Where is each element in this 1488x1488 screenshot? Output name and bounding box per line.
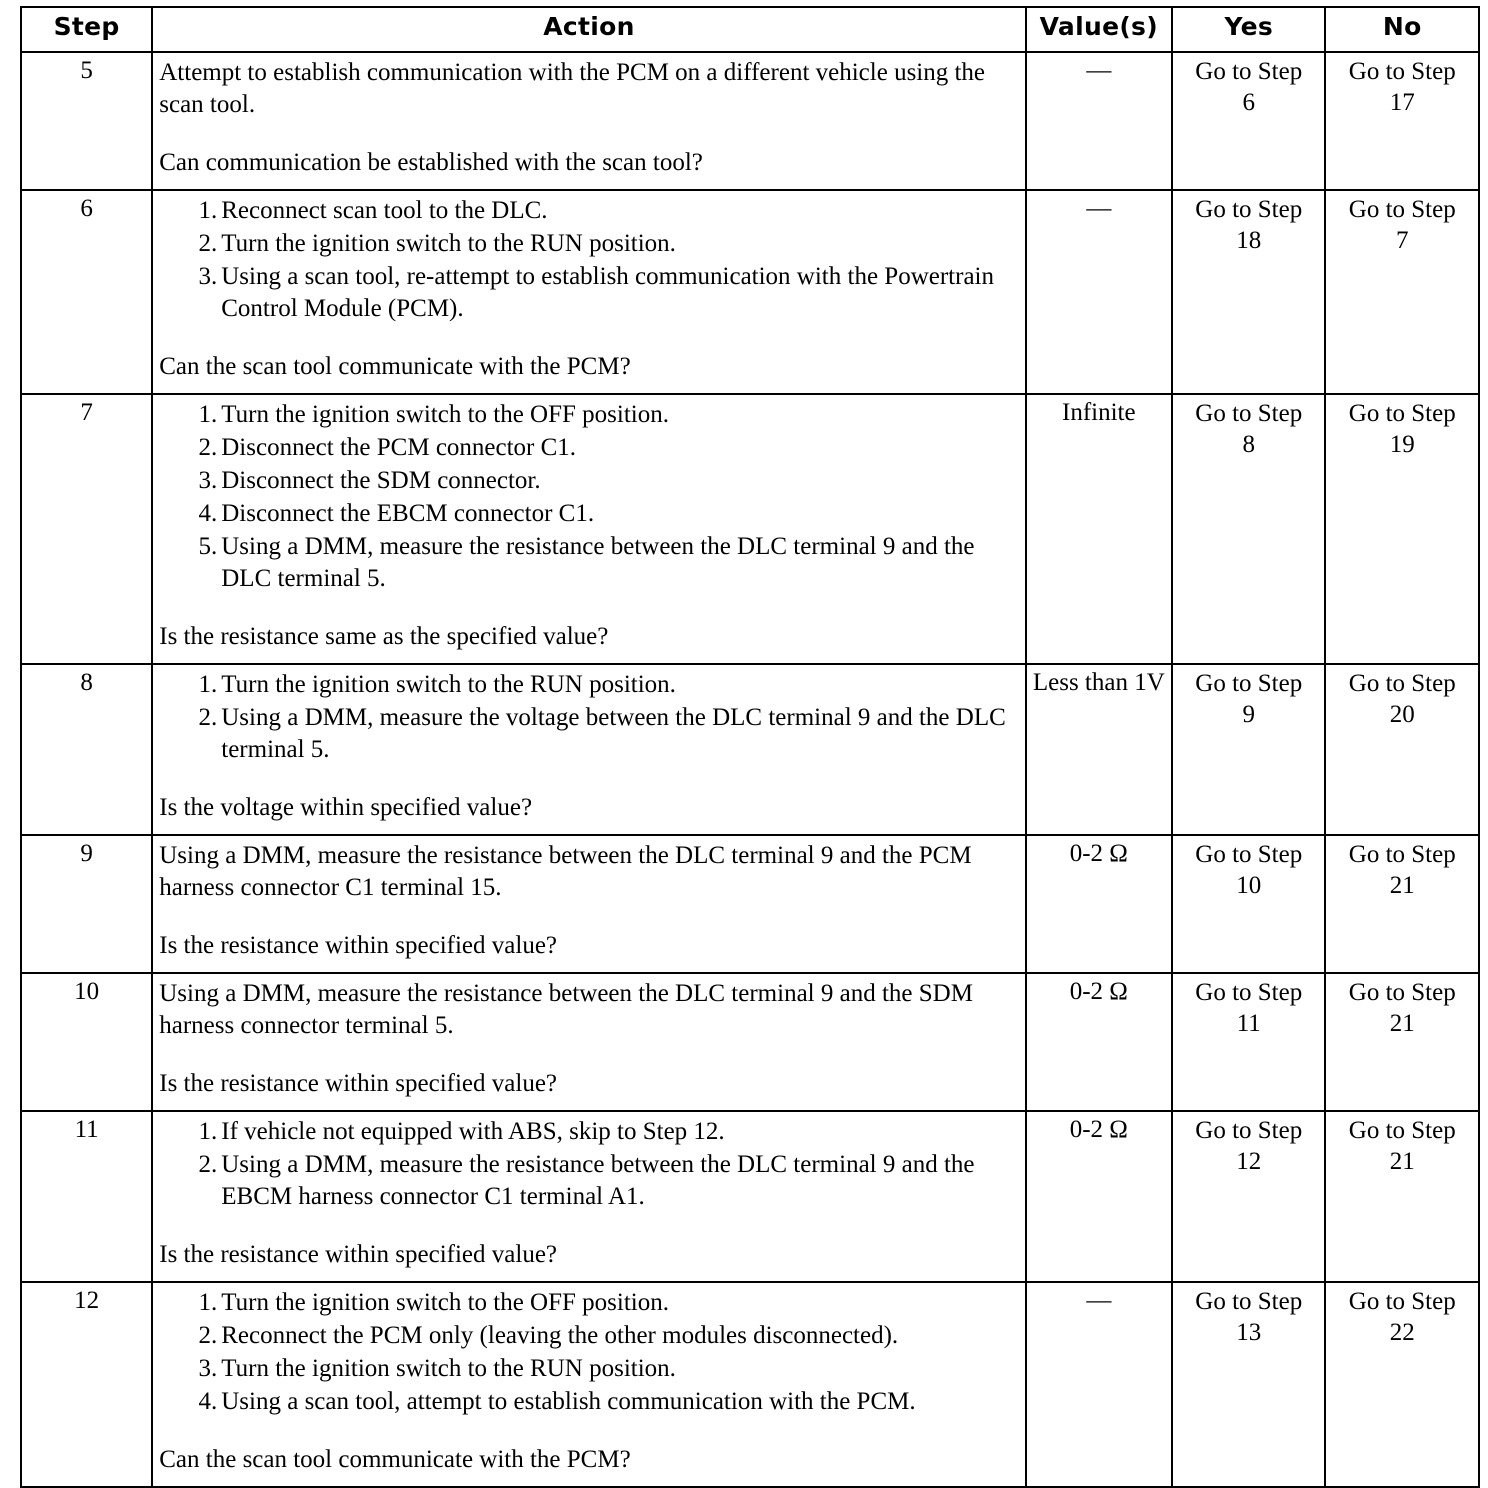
yes-goto-label: Go to Step [1195, 979, 1303, 1006]
cell-value: — [1026, 1282, 1172, 1487]
action-step-number: 2. [198, 434, 218, 461]
action-step-item [159, 228, 1018, 260]
action-step-text: Turn the ignition switch to the RUN position. [221, 1355, 676, 1382]
cell-yes [1172, 973, 1325, 1111]
no-goto-step-number: 21 [1389, 1009, 1415, 1037]
action-step-text: Using a DMM, measure the resistance between the DLC terminal 9 and the EBCM harness connector C1 terminal A1. [221, 1151, 975, 1210]
yes-goto-step-number: 13 [1236, 1318, 1262, 1346]
yes-goto-step-number: 8 [1242, 430, 1255, 458]
cell-no [1325, 394, 1479, 664]
action-step-item [159, 399, 1018, 431]
no-goto-label: Go to Step [1348, 841, 1456, 868]
cell-no [1325, 973, 1479, 1111]
cell-step: 12 [21, 1282, 152, 1487]
cell-no [1325, 1111, 1479, 1282]
no-goto-step-number: 21 [1389, 1147, 1415, 1175]
action-question-text: Can communication be established with the scan tool? [159, 149, 703, 176]
yes-goto-label: Go to Step [1195, 400, 1303, 427]
cell-yes [1172, 664, 1325, 835]
action-step-item [159, 669, 1018, 701]
cell-step: 9 [21, 835, 152, 973]
action-step-text: Using a DMM, measure the voltage between the DLC terminal 9 and the DLC terminal 5. [221, 704, 1006, 763]
yes-goto-step-number: 10 [1236, 871, 1262, 899]
table-row [21, 52, 1479, 190]
cell-action [152, 973, 1025, 1111]
cell-no [1325, 664, 1479, 835]
action-step-item [159, 432, 1018, 464]
action-step-number: 3. [198, 263, 218, 290]
cell-value: Infinite [1026, 394, 1172, 664]
action-step-text: Reconnect scan tool to the DLC. [221, 197, 548, 224]
table-header-row [21, 7, 1479, 52]
action-step-item [159, 261, 1018, 325]
action-step-number: 2. [198, 704, 218, 731]
action-step-list [159, 1116, 1018, 1213]
table-row [21, 190, 1479, 394]
action-step-number: 1. [198, 197, 218, 224]
action-step-list [159, 1287, 1018, 1418]
cell-action [152, 1111, 1025, 1282]
action-step-item [159, 702, 1018, 766]
action-step-item [159, 1386, 1018, 1418]
action-lead-text: Using a DMM, measure the resistance between the DLC terminal 9 and the SDM harness connector terminal 5. [159, 980, 973, 1039]
action-step-number: 1. [198, 1118, 218, 1145]
column-header-value: Value(s) [1026, 7, 1172, 52]
action-step-number: 5. [198, 533, 218, 560]
action-step-text: Disconnect the EBCM connector C1. [221, 500, 595, 527]
action-step-list [159, 669, 1018, 766]
action-step-number: 4. [198, 500, 218, 527]
yes-goto-label: Go to Step [1195, 841, 1303, 868]
yes-goto-label: Go to Step [1195, 670, 1303, 697]
table-body [21, 52, 1479, 1487]
action-step-text: Disconnect the SDM connector. [221, 467, 541, 494]
table-row [21, 1282, 1479, 1487]
no-goto-step-number: 21 [1389, 871, 1415, 899]
cell-action [152, 664, 1025, 835]
no-goto-label: Go to Step [1348, 196, 1456, 223]
cell-action [152, 1282, 1025, 1487]
cell-step: 10 [21, 973, 152, 1111]
table-row [21, 835, 1479, 973]
action-step-item [159, 465, 1018, 497]
action-step-number: 2. [198, 1322, 218, 1349]
no-goto-label: Go to Step [1348, 1117, 1456, 1144]
yes-goto-step-number: 9 [1242, 700, 1255, 728]
cell-value: Less than 1V [1026, 664, 1172, 835]
action-step-text: Using a scan tool, re-attempt to establish communication with the Powertrain Control Module (PCM). [221, 263, 994, 322]
action-step-text: Using a scan tool, attempt to establish communication with the PCM. [221, 1388, 916, 1415]
yes-goto-label: Go to Step [1195, 196, 1303, 223]
cell-yes [1172, 394, 1325, 664]
action-question-text: Is the resistance within specified value? [159, 932, 558, 959]
yes-goto-label: Go to Step [1195, 1117, 1303, 1144]
cell-action [152, 52, 1025, 190]
action-step-list [159, 195, 1018, 325]
no-goto-step-number: 20 [1389, 700, 1415, 728]
yes-goto-label: Go to Step [1195, 1288, 1303, 1315]
action-step-number: 4. [198, 1388, 218, 1415]
action-step-number: 2. [198, 1151, 218, 1178]
cell-step: 8 [21, 664, 152, 835]
yes-goto-step-number: 11 [1236, 1009, 1261, 1037]
table-row [21, 664, 1479, 835]
action-step-text: Disconnect the PCM connector C1. [221, 434, 577, 461]
cell-step: 6 [21, 190, 152, 394]
action-step-text: Turn the ignition switch to the OFF position. [221, 1289, 669, 1316]
action-question-text: Is the resistance same as the specified value? [159, 623, 609, 650]
action-step-number: 1. [198, 671, 218, 698]
action-step-item [159, 195, 1018, 227]
cell-action [152, 835, 1025, 973]
action-step-number: 3. [198, 1355, 218, 1382]
cell-value: 0-2 Ω [1026, 1111, 1172, 1282]
cell-yes [1172, 52, 1325, 190]
cell-step: 5 [21, 52, 152, 190]
action-step-number: 2. [198, 230, 218, 257]
cell-value: 0-2 Ω [1026, 973, 1172, 1111]
action-question-text: Is the resistance within specified value? [159, 1241, 558, 1268]
table-row [21, 1111, 1479, 1282]
cell-action [152, 394, 1025, 664]
cell-step: 7 [21, 394, 152, 664]
action-lead-text: Using a DMM, measure the resistance between the DLC terminal 9 and the PCM harness connector C1 terminal 15. [159, 842, 972, 901]
column-header-action: Action [152, 7, 1025, 52]
no-goto-label: Go to Step [1348, 1288, 1456, 1315]
diagnostic-table [20, 6, 1480, 1488]
cell-value: — [1026, 190, 1172, 394]
action-question-text: Can the scan tool communicate with the PCM? [159, 1446, 631, 1473]
column-header-no: No [1325, 7, 1479, 52]
cell-yes [1172, 1282, 1325, 1487]
no-goto-label: Go to Step [1348, 670, 1456, 697]
no-goto-step-number: 19 [1389, 430, 1415, 458]
cell-no [1325, 190, 1479, 394]
yes-goto-step-number: 6 [1242, 88, 1255, 116]
cell-step: 11 [21, 1111, 152, 1282]
yes-goto-step-number: 12 [1236, 1147, 1262, 1175]
no-goto-step-number: 17 [1389, 88, 1415, 116]
action-step-text: Turn the ignition switch to the OFF position. [221, 401, 669, 428]
action-step-item [159, 1353, 1018, 1385]
action-question-text: Is the resistance within specified value? [159, 1070, 558, 1097]
cell-value: 0-2 Ω [1026, 835, 1172, 973]
action-step-item [159, 498, 1018, 530]
no-goto-step-number: 22 [1389, 1318, 1415, 1346]
action-step-item [159, 1320, 1018, 1352]
column-header-yes: Yes [1172, 7, 1325, 52]
action-step-number: 1. [198, 401, 218, 428]
cell-no [1325, 52, 1479, 190]
yes-goto-step-number: 18 [1236, 226, 1262, 254]
action-step-list [159, 399, 1018, 595]
table-row [21, 973, 1479, 1111]
action-step-text: Reconnect the PCM only (leaving the other modules disconnected). [221, 1322, 899, 1349]
no-goto-label: Go to Step [1348, 58, 1456, 85]
cell-value: — [1026, 52, 1172, 190]
cell-yes [1172, 190, 1325, 394]
action-lead-text: Attempt to establish communication with the PCM on a different vehicle using the scan tool. [159, 59, 986, 118]
action-step-item [159, 1116, 1018, 1148]
yes-goto-label: Go to Step [1195, 58, 1303, 85]
column-header-step: Step [21, 7, 152, 52]
cell-no [1325, 1282, 1479, 1487]
no-goto-label: Go to Step [1348, 979, 1456, 1006]
action-question-text: Is the voltage within specified value? [159, 794, 533, 821]
action-step-text: Using a DMM, measure the resistance between the DLC terminal 9 and the DLC terminal 5. [221, 533, 975, 592]
action-step-text: Turn the ignition switch to the RUN position. [221, 230, 676, 257]
action-step-item [159, 1149, 1018, 1213]
no-goto-step-number: 7 [1395, 226, 1409, 254]
cell-yes [1172, 835, 1325, 973]
table-row [21, 394, 1479, 664]
action-step-item [159, 531, 1018, 595]
action-question-text: Can the scan tool communicate with the PCM? [159, 353, 631, 380]
cell-action [152, 190, 1025, 394]
action-step-item [159, 1287, 1018, 1319]
cell-no [1325, 835, 1479, 973]
action-step-number: 3. [198, 467, 218, 494]
cell-yes [1172, 1111, 1325, 1282]
action-step-text: Turn the ignition switch to the RUN position. [221, 671, 676, 698]
action-step-number: 1. [198, 1289, 218, 1316]
action-step-text: If vehicle not equipped with ABS, skip to Step 12. [221, 1118, 725, 1145]
no-goto-label: Go to Step [1348, 400, 1456, 427]
